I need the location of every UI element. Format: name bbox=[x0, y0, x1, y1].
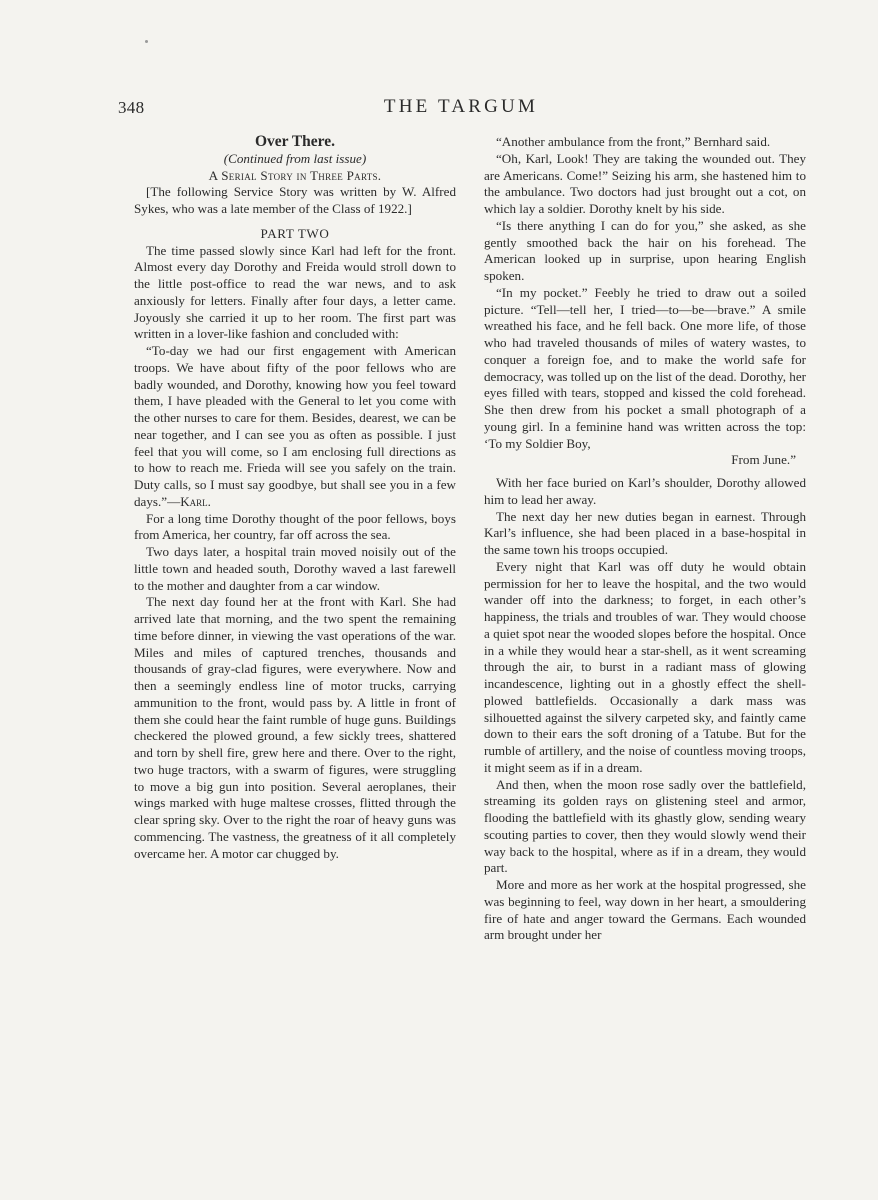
page-number: 348 bbox=[118, 98, 145, 117]
part-heading: PART TWO bbox=[260, 225, 330, 241]
continued-note: (Continued from last issue) bbox=[223, 150, 367, 166]
paragraph: The time passed slowly since Karl had left for the front. Almost every day Dorothy and Freida would stroll down to the little post-office to read the war news, and to ask anxiously for letters. Finally after four days, a letter came. Joyously she carried it up to her room. The first part was written in a lover-like fashion and concluded with: bbox=[134, 242, 456, 342]
right-column bbox=[484, 134, 806, 944]
story-title: Over There. bbox=[254, 133, 336, 150]
paragraph: The next day found her at the front with Karl. She had arrived late that morning, and the two spent the remaining time before dinner, in viewing the vast operations of the war. Miles and miles of captured trenches, thousands and thousands of gray-clad figures, were everywhere. Now and then a seemingly endless line of motor trucks, carrying ammunition to the front, would pass by. A little in front of them she could hear the faint rumble of huge guns. Buildings checkered the plowed ground, a few sickly trees, shattered and torn by shell fire, grew here and there. Over to the right, two huge tractors, with a swarm of figures, were struggling to move a big gun into position. Several aeroplanes, their wings marked with huge maltese crosses, flitted through the clear spring sky. Over to the right the roar of heavy guns was commencing. The vastness, the greatness of it all completely overcame her. A motor car chugged by. bbox=[134, 594, 456, 861]
letter-paragraph bbox=[134, 343, 456, 511]
left-column bbox=[134, 134, 456, 862]
paragraph: “Another ambulance from the front,” Bernhard said. bbox=[496, 134, 771, 149]
paragraph: Two days later, a hospital train moved noisily out of the little town and headed south, Dorothy waved a last farewell to the mother and daughter from a car window. bbox=[134, 544, 456, 593]
editor-intro: [The following Service Story was written by W. Alfred Sykes, who was a late member of the Class of 1922.] bbox=[134, 184, 456, 216]
paragraph: “Oh, Karl, Look! They are taking the wounded out. They are Americans. Come!” Seizing his arm, she hastened him to the ambulance. Two doctors had just brought out a cot, on which lay a soldier. Dorothy knelt by his side. bbox=[484, 150, 806, 216]
paragraph: For a long time Dorothy thought of the poor fellows, boys from America, her country, far off across the sea. bbox=[134, 510, 456, 543]
paragraph: “In my pocket.” Feebly he tried to draw out a soiled picture. “Tell—tell her, I tried—to—be—brave.” A smile wreathed his face, and he fell back. One more life, of those who had traveled thousands of miles of watery wastes, to conquer a foreign foe, and to make the world safe for democracy, was tolled up on the list of the dead. Dorothy, her eyes filled with tears, stopped and kissed the cold forehead. She then drew from his pocket a small photograph of a young girl. In a feminine hand was written across the top: ‘To my Soldier Boy, bbox=[484, 284, 806, 451]
paragraph: “Is there anything I can do for you,” she asked, as she gently smoothed back the hair on his forehead. The American looked up in surprise, upon hearing English spoken. bbox=[484, 217, 806, 283]
photo-inscription-signoff: From June.” bbox=[731, 452, 796, 468]
running-title: THE TARGUM bbox=[383, 96, 539, 117]
paragraph: With her face buried on Karl’s shoulder, Dorothy allowed him to lead her away. bbox=[484, 475, 806, 507]
letter-text: “To-day we had our first engagement with American troops. We have about fifty of the poor fellows who are badly wounded, and Dorothy, knowing how you feel toward them, I have pleaded with the General to let you come with the other nurses to care for them. Besides, dearest, we can be near together, and I can see you as often as possible. I just feel that you will come, so I am enclosing full directions as to how to reach me. Frieda will see you safely on the train. Duty calls, so I must say goodbye, but shall see you in a few days.”— bbox=[134, 343, 456, 509]
paragraph: More and more as her work at the hospital progressed, she was beginning to feel, way down in her heart, a smouldering fire of hate and anger toward the Germans. Each wounded arm brought under her bbox=[484, 877, 806, 943]
page-header bbox=[118, 96, 804, 120]
paragraph: And then, when the moon rose sadly over the battlefield, streaming its golden rays on glistening steel and armor, flooding the battlefield with its ghastly glow, sending weary scouting parties to cover, then they would slowly wend their way back to the hospital, where as if in a dream, they would part. bbox=[484, 776, 806, 876]
paragraph: Every night that Karl was off duty he would obtain permission for her to leave the hospital, and the two would wander off into the darkness; to forget, in each other’s happiness, the trials and troubles of war. They would choose a quiet spot near the wooded slopes before the hospital. Once in a while they would hear a star-shell, as it went screaming through the air, to burst in a radiant mass of glowing incandescence, lighting out in a ghostly effect the shell-plowed battlefields. Occasionally a dark mass was silhouetted against the silvery carpeted sky, and faintly came down to their ears the soft droning of a Tatube. But for the rumble of artillery, and the noise of countless moving troops, it might seem as if in a dream. bbox=[484, 558, 806, 775]
story-subtitle: A Serial Story in Three Parts. bbox=[208, 167, 382, 183]
paragraph: The next day her new duties began in earnest. Through Karl’s influence, she had been placed in a base-hospital in the same town his troops occupied. bbox=[484, 508, 806, 557]
paper-speck bbox=[145, 40, 148, 43]
letter-signature: Karl. bbox=[180, 493, 211, 509]
